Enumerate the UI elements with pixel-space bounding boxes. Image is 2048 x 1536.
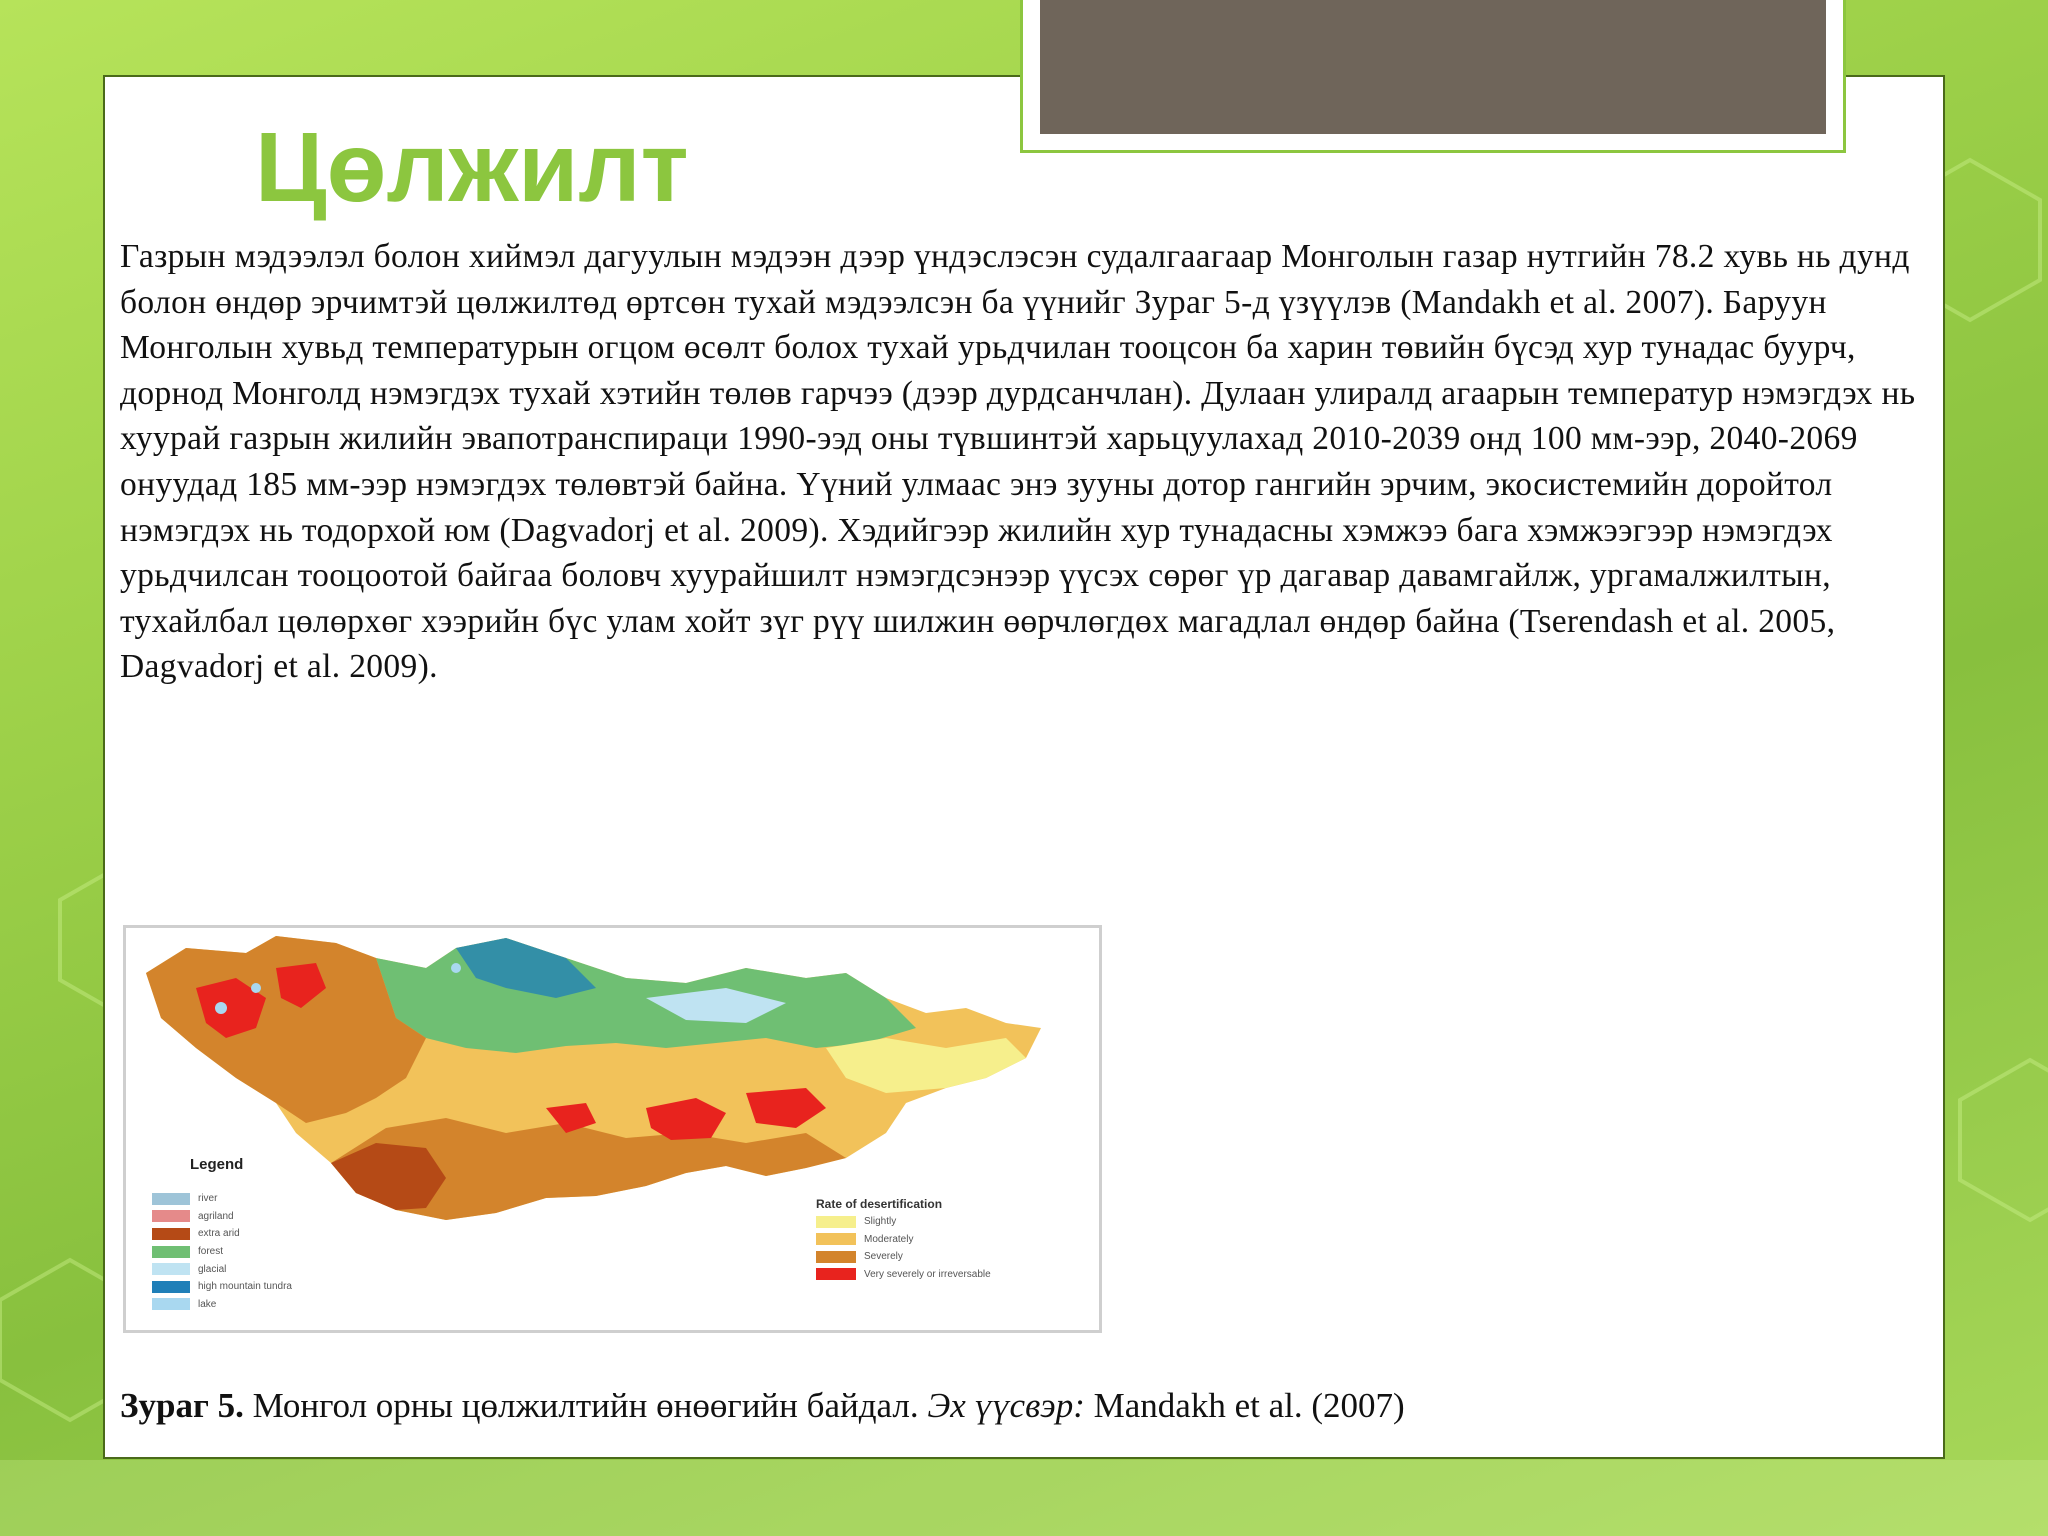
legend-label: high mountain tundra [198,1281,292,1293]
rate-legend-title: Rate of desertification [816,1197,943,1211]
legend-title: Legend [190,1156,244,1173]
legend-item [152,1278,292,1296]
rate-legend-swatch [816,1251,856,1263]
body-paragraph: Газрын мэдээлэл болон хиймэл дагуулын мэдээн дээр үндэслэсэн судалгаагаар Монголын газар нутгийн 78.2 хувь нь дунд болон өндөр эрчимтэй цөлжилтөд өртсөн тухай мэдээлсэн ба үүнийг Зураг 5-д үзүүлэв (Mandakh et al. 2007). Баруун Монголын хувьд температурын огцом өсөлт болох тухай урьдчилан тооцсон ба харин төвийн бүсэд хур тунадас буурч, дорнод Монголд нэмэгдэх тухай хэтийн төлөв гарчээ (дээр дурдсанчлан). Дулаан улиралд агаарын температур нэмэгдэх нь хуурай газрын жилийн эвапотранспираци 1990-ээд оны түвшинтэй харьцуулахад 2010-2039 онд 100 мм-ээр, 2040-2069 онуудад 185 мм-ээр нэмэгдэх төлөвтэй байна. Үүний улмаас энэ зууны дотор гангийн эрчим, экосистемийн доройтол нэмэгдэх нь тодорхой юм (Dagvadorj et al. 2009). Хэдийгээр жилийн хур тунадасны хэмжээ бага хэмжээгээр нэмэгдэх урьдчилсан тооцоотой байгаа боловч хуурайшилт нэмэгдсэнээр үүсэх сөрөг үр дагавар давамгайлж, ургамалжилтын, тухайлбал цөлөрхөг хээрийн бүс улам хойт зүг рүү шилжин өөрчлөгдөх магадлал өндөр байна (Tserendash et al. 2005, Dagvadorj et al. 2009). [120,238,1916,686]
legend-item [152,1208,292,1226]
legend-label: forest [198,1246,224,1258]
legend-swatch [152,1298,190,1310]
rate-legend-label: Very severely or irreversable [864,1268,991,1280]
legend-label: extra arid [198,1228,240,1240]
legend-swatch [152,1210,190,1222]
map-lake-2 [251,983,261,993]
title-bar-decoration [1040,0,1826,134]
caption-text: Монгол орны цөлжилтийн өнөөгийн байдал. [243,1386,928,1425]
caption-label: Зураг 5. [120,1386,244,1425]
legend-label: lake [198,1298,217,1310]
desertification-map-figure [123,925,1102,1333]
legend-swatch [152,1246,190,1258]
rate-legend-swatch [816,1216,856,1228]
legend-item [152,1296,292,1314]
legend-swatch [152,1193,190,1205]
rate-legend-label: Slightly [864,1216,897,1228]
figure-caption [120,1386,1405,1426]
rate-legend-label: Severely [864,1251,903,1263]
caption-source: Mandakh et al. (2007) [1084,1386,1405,1425]
map-region-forest [376,938,916,1053]
rate-legend-item [816,1213,991,1231]
rate-legend-list [816,1213,991,1283]
slide-title: Цөлжилт [255,112,689,222]
legend-label: agriland [198,1210,234,1222]
rate-legend-item [816,1248,991,1266]
legend-swatch [152,1281,190,1293]
legend-list [152,1190,292,1313]
legend-label: river [198,1193,218,1205]
map-lake-1 [215,1002,227,1014]
legend-item [152,1243,292,1261]
legend-label: glacial [198,1263,227,1275]
legend-swatch [152,1228,190,1240]
map-lake-3 [451,963,461,973]
caption-source-label: Эх үүсвэр: [927,1386,1085,1425]
rate-legend-item [816,1266,991,1284]
rate-legend-swatch [816,1233,856,1245]
rate-legend-swatch [816,1268,856,1280]
legend-swatch [152,1263,190,1275]
rate-legend-item [816,1231,991,1249]
legend-item [152,1260,292,1278]
legend-item [152,1190,292,1208]
legend-item [152,1225,292,1243]
rate-legend-label: Moderately [864,1233,914,1245]
